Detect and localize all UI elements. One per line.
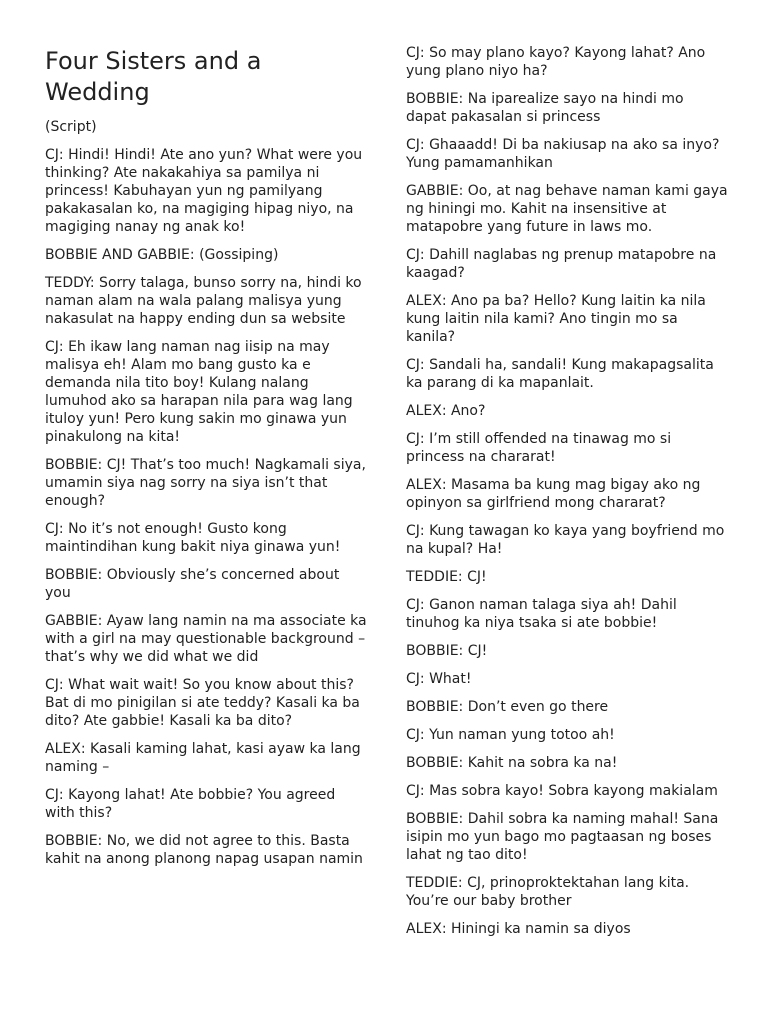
dialogue-line: CJ: I’m still offended na tinawag mo si princess na chararat! xyxy=(406,431,672,465)
dialogue-line: TEDDIE: CJ! xyxy=(406,569,487,585)
left-column xyxy=(45,44,367,878)
dialogue-line: TEDDIE: CJ, prinoproktektahan lang kita. You’re our baby brother xyxy=(406,875,690,909)
document-title: Four Sisters and a Wedding xyxy=(45,47,262,106)
dialogue-line: CJ: Dahill naglabas ng prenup matapobre na kaagad? xyxy=(406,247,717,281)
dialogue-line: CJ: What wait wait! So you know about this? Bat di mo pinigilan si ate teddy? Kasali ka ba dito? Ate gabbie! Kasali ka ba dito? xyxy=(45,677,360,729)
dialogue-line: BOBBIE: Kahit na sobra ka na! xyxy=(406,755,618,771)
dialogue-line: CJ: Mas sobra kayo! Sobra kayong makialam xyxy=(406,783,718,799)
dialogue-line: BOBBIE AND GABBIE: (Gossiping) xyxy=(45,247,279,263)
dialogue-line: ALEX: Ano? xyxy=(406,403,486,419)
dialogue-line: BOBBIE: Don’t even go there xyxy=(406,699,609,715)
dialogue-line: BOBBIE: CJ! That’s too much! Nagkamali siya, umamin siya nag sorry na siya isn’t that enough? xyxy=(45,457,366,509)
dialogue-line: ALEX: Masama ba kung mag bigay ako ng opinyon sa girlfriend mong chararat? xyxy=(406,477,701,511)
right-column xyxy=(406,44,728,948)
dialogue-line: CJ: No it’s not enough! Gusto kong maintindihan kung bakit niya ginawa yun! xyxy=(45,521,341,555)
dialogue-line: GABBIE: Ayaw lang namin na ma associate ka with a girl na may questionable background – that’s why we did what we did xyxy=(45,613,367,665)
dialogue-line: ALEX: Ano pa ba? Hello? Kung laitin ka nila kung laitin nila kami? Ano tingin mo sa kanila? xyxy=(406,293,706,345)
dialogue-line: CJ: Yun naman yung totoo ah! xyxy=(406,727,615,743)
dialogue-line: GABBIE: Oo, at nag behave naman kami gaya ng hiningi mo. Kahit na insensitive at matapobre yang future in laws mo. xyxy=(406,183,728,235)
dialogue-line: BOBBIE: Obviously she’s concerned about you xyxy=(45,567,340,601)
dialogue-line: BOBBIE: No, we did not agree to this. Basta kahit na anong planong napag usapan namin xyxy=(45,833,363,867)
left-dialogue-list xyxy=(45,146,367,868)
dialogue-line: TEDDY: Sorry talaga, bunso sorry na, hindi ko naman alam na wala palang malisya yung nakasulat na happy ending dun sa website xyxy=(45,275,362,327)
dialogue-line: ALEX: Kasali kaming lahat, kasi ayaw ka lang naming – xyxy=(45,741,361,775)
dialogue-line: CJ: What! xyxy=(406,671,472,687)
dialogue-line: CJ: Kayong lahat! Ate bobbie? You agreed with this? xyxy=(45,787,336,821)
dialogue-line: CJ: Eh ikaw lang naman nag iisip na may malisya eh! Alam mo bang gusto ka e demanda nila tito boy! Kulang nalang lumuhod ako sa harapan nila para wag lang ituloy yun! Pero kung sakin mo ginawa yun pinakulong na kita! xyxy=(45,339,353,445)
dialogue-line: CJ: Ganon naman talaga siya ah! Dahil tinuhog ka niya tsaka si ate bobbie! xyxy=(406,597,677,631)
right-dialogue-list xyxy=(406,44,728,938)
dialogue-line: CJ: So may plano kayo? Kayong lahat? Ano yung plano niyo ha? xyxy=(406,45,706,79)
dialogue-line: BOBBIE: CJ! xyxy=(406,643,488,659)
dialogue-line: BOBBIE: Na iparealize sayo na hindi mo dapat pakasalan si princess xyxy=(406,91,684,125)
dialogue-line: CJ: Hindi! Hindi! Ate ano yun? What were you thinking? Ate nakakahiya sa pamilya ni princess! Kabuhayan yun ng pamilyang pakakasalan ko, na magiging hipag niyo, na magiging nanay ng anak ko! xyxy=(45,147,363,235)
document-subtitle: (Script) xyxy=(45,119,97,135)
dialogue-line: CJ: Ghaaadd! Di ba nakiusap na ako sa inyo? Yung pamamanhikan xyxy=(406,137,720,171)
dialogue-line: BOBBIE: Dahil sobra ka naming mahal! Sana isipin mo yun bago mo pagtaasan ng boses lahat ng tao dito! xyxy=(406,811,719,863)
dialogue-line: ALEX: Hiningi ka namin sa diyos xyxy=(406,921,631,937)
dialogue-line: CJ: Sandali ha, sandali! Kung makapagsalita ka parang di ka mapanlait. xyxy=(406,357,714,391)
dialogue-line: CJ: Kung tawagan ko kaya yang boyfriend mo na kupal? Ha! xyxy=(406,523,725,557)
